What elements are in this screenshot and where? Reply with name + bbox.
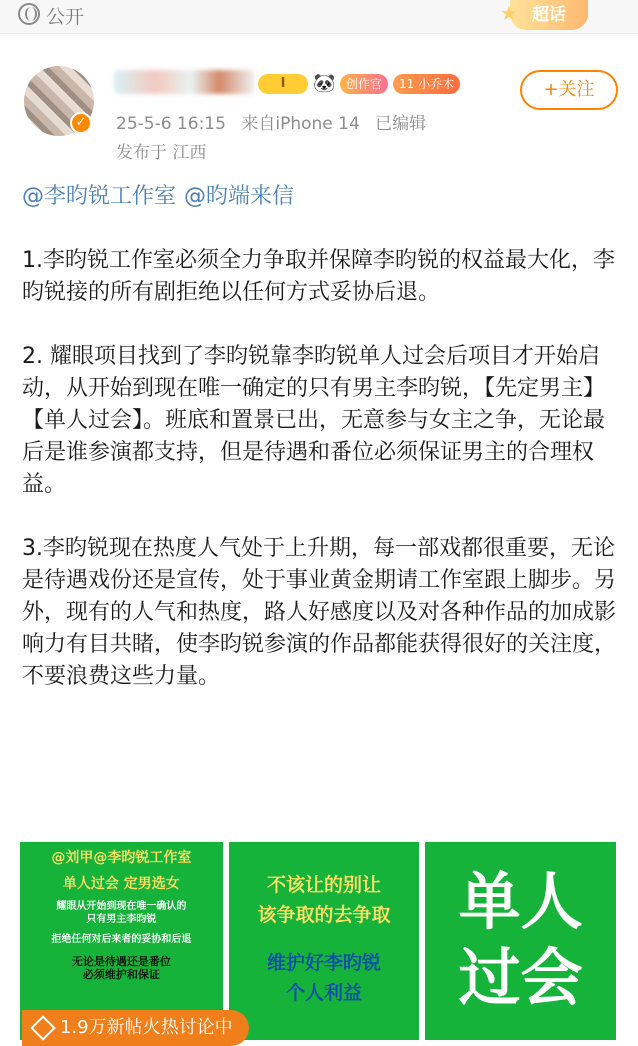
hot-discussion-pill[interactable] [22,1010,249,1046]
image-text: 无论是待遇还是番位 [71,954,171,968]
post-body [22,181,620,693]
mention-link[interactable]: @昀端来信 [184,184,295,209]
image-tile[interactable] [229,842,420,1040]
creator-badge[interactable] [340,74,388,94]
globe-icon [18,3,40,25]
level-badge-label: I [280,76,286,91]
verified-badge-icon: ✓ [70,112,92,134]
diamond-icon [30,1015,55,1040]
image-text: 单人 [458,865,583,938]
post-date: 25-5-6 16:15 [116,114,226,134]
post-paragraph: 1.李昀锐工作室必须全力争取并保障李昀锐的权益最大化，李昀锐接的所有剧拒绝以任何方式妥协后退。 [22,248,615,305]
post-paragraph: 2. 耀眼项目找到了李昀锐靠李昀锐单人过会后项目才开始启动，从开始到现在唯一确定的只有男主李昀锐，【先定男主】【单人过会】。班底和置景已出，无意参与女主之争，无论最后是谁参演都支持，但是待遇和番位必须保证男主的合理权益。 [22,344,606,497]
fan-level-label: 11 [399,77,415,91]
image-text: 耀眼从开始到现在唯一确认的 [56,901,187,912]
post-meta [116,109,436,134]
post-source: 来自iPhone 14 [241,114,360,134]
hot-discussion-label: 1.9万新帖火热讨论中 [60,1017,233,1038]
supertopic-badge[interactable] [500,0,588,30]
image-text: 过会 [458,941,583,1014]
user-badges [258,72,460,96]
post-location: 发布于 江西 [116,143,207,163]
supertopic-label: 超话 [532,5,566,25]
image-text: 该争取的去争取 [257,904,391,926]
mention-link[interactable]: @李昀锐工作室 [22,184,177,209]
follow-button[interactable]: +关注 [520,70,618,110]
image-text: 不该让的别让 [267,874,382,896]
panda-icon[interactable]: 🐼 [313,73,336,94]
image-text: 单人过会 定男选女 [62,875,180,892]
image-text: 必须维护和保证 [82,968,160,982]
mention-line [22,181,620,213]
image-text: 个人利益 [286,982,363,1004]
image-text: 维护好李昀锐 [267,952,382,974]
star-icon: ★ [500,1,518,25]
image-text: @刘甲@李昀锐工作室 [51,850,192,866]
image-tile[interactable] [425,842,616,1040]
fan-group-badge[interactable] [393,74,460,94]
edited-label[interactable]: 已编辑 [375,114,427,134]
visibility-label: 公开 [46,6,85,28]
post-paragraph: 3.李昀锐现在热度人气处于上升期，每一部戏都很重要，无论是待遇戏份还是宣传，处于事业黄金期请工作室跟上脚步。另外，现有的人气和热度，路人好感度以及对各种作品的加成影响力有目共睹，使李昀锐参演的作品都能获得很好的关注度，不要浪费这些力量。 [22,536,617,689]
level-badge[interactable] [258,74,308,94]
visibility-bar [0,0,638,34]
username-blurred[interactable] [114,70,254,94]
creator-badge-label: 创作官 [346,77,383,91]
fan-group-label: 小乔木 [418,77,455,91]
image-text: 只有男主李昀锐 [86,913,157,925]
image-text: 拒绝任何对后来者的妥协和后退 [51,934,192,945]
